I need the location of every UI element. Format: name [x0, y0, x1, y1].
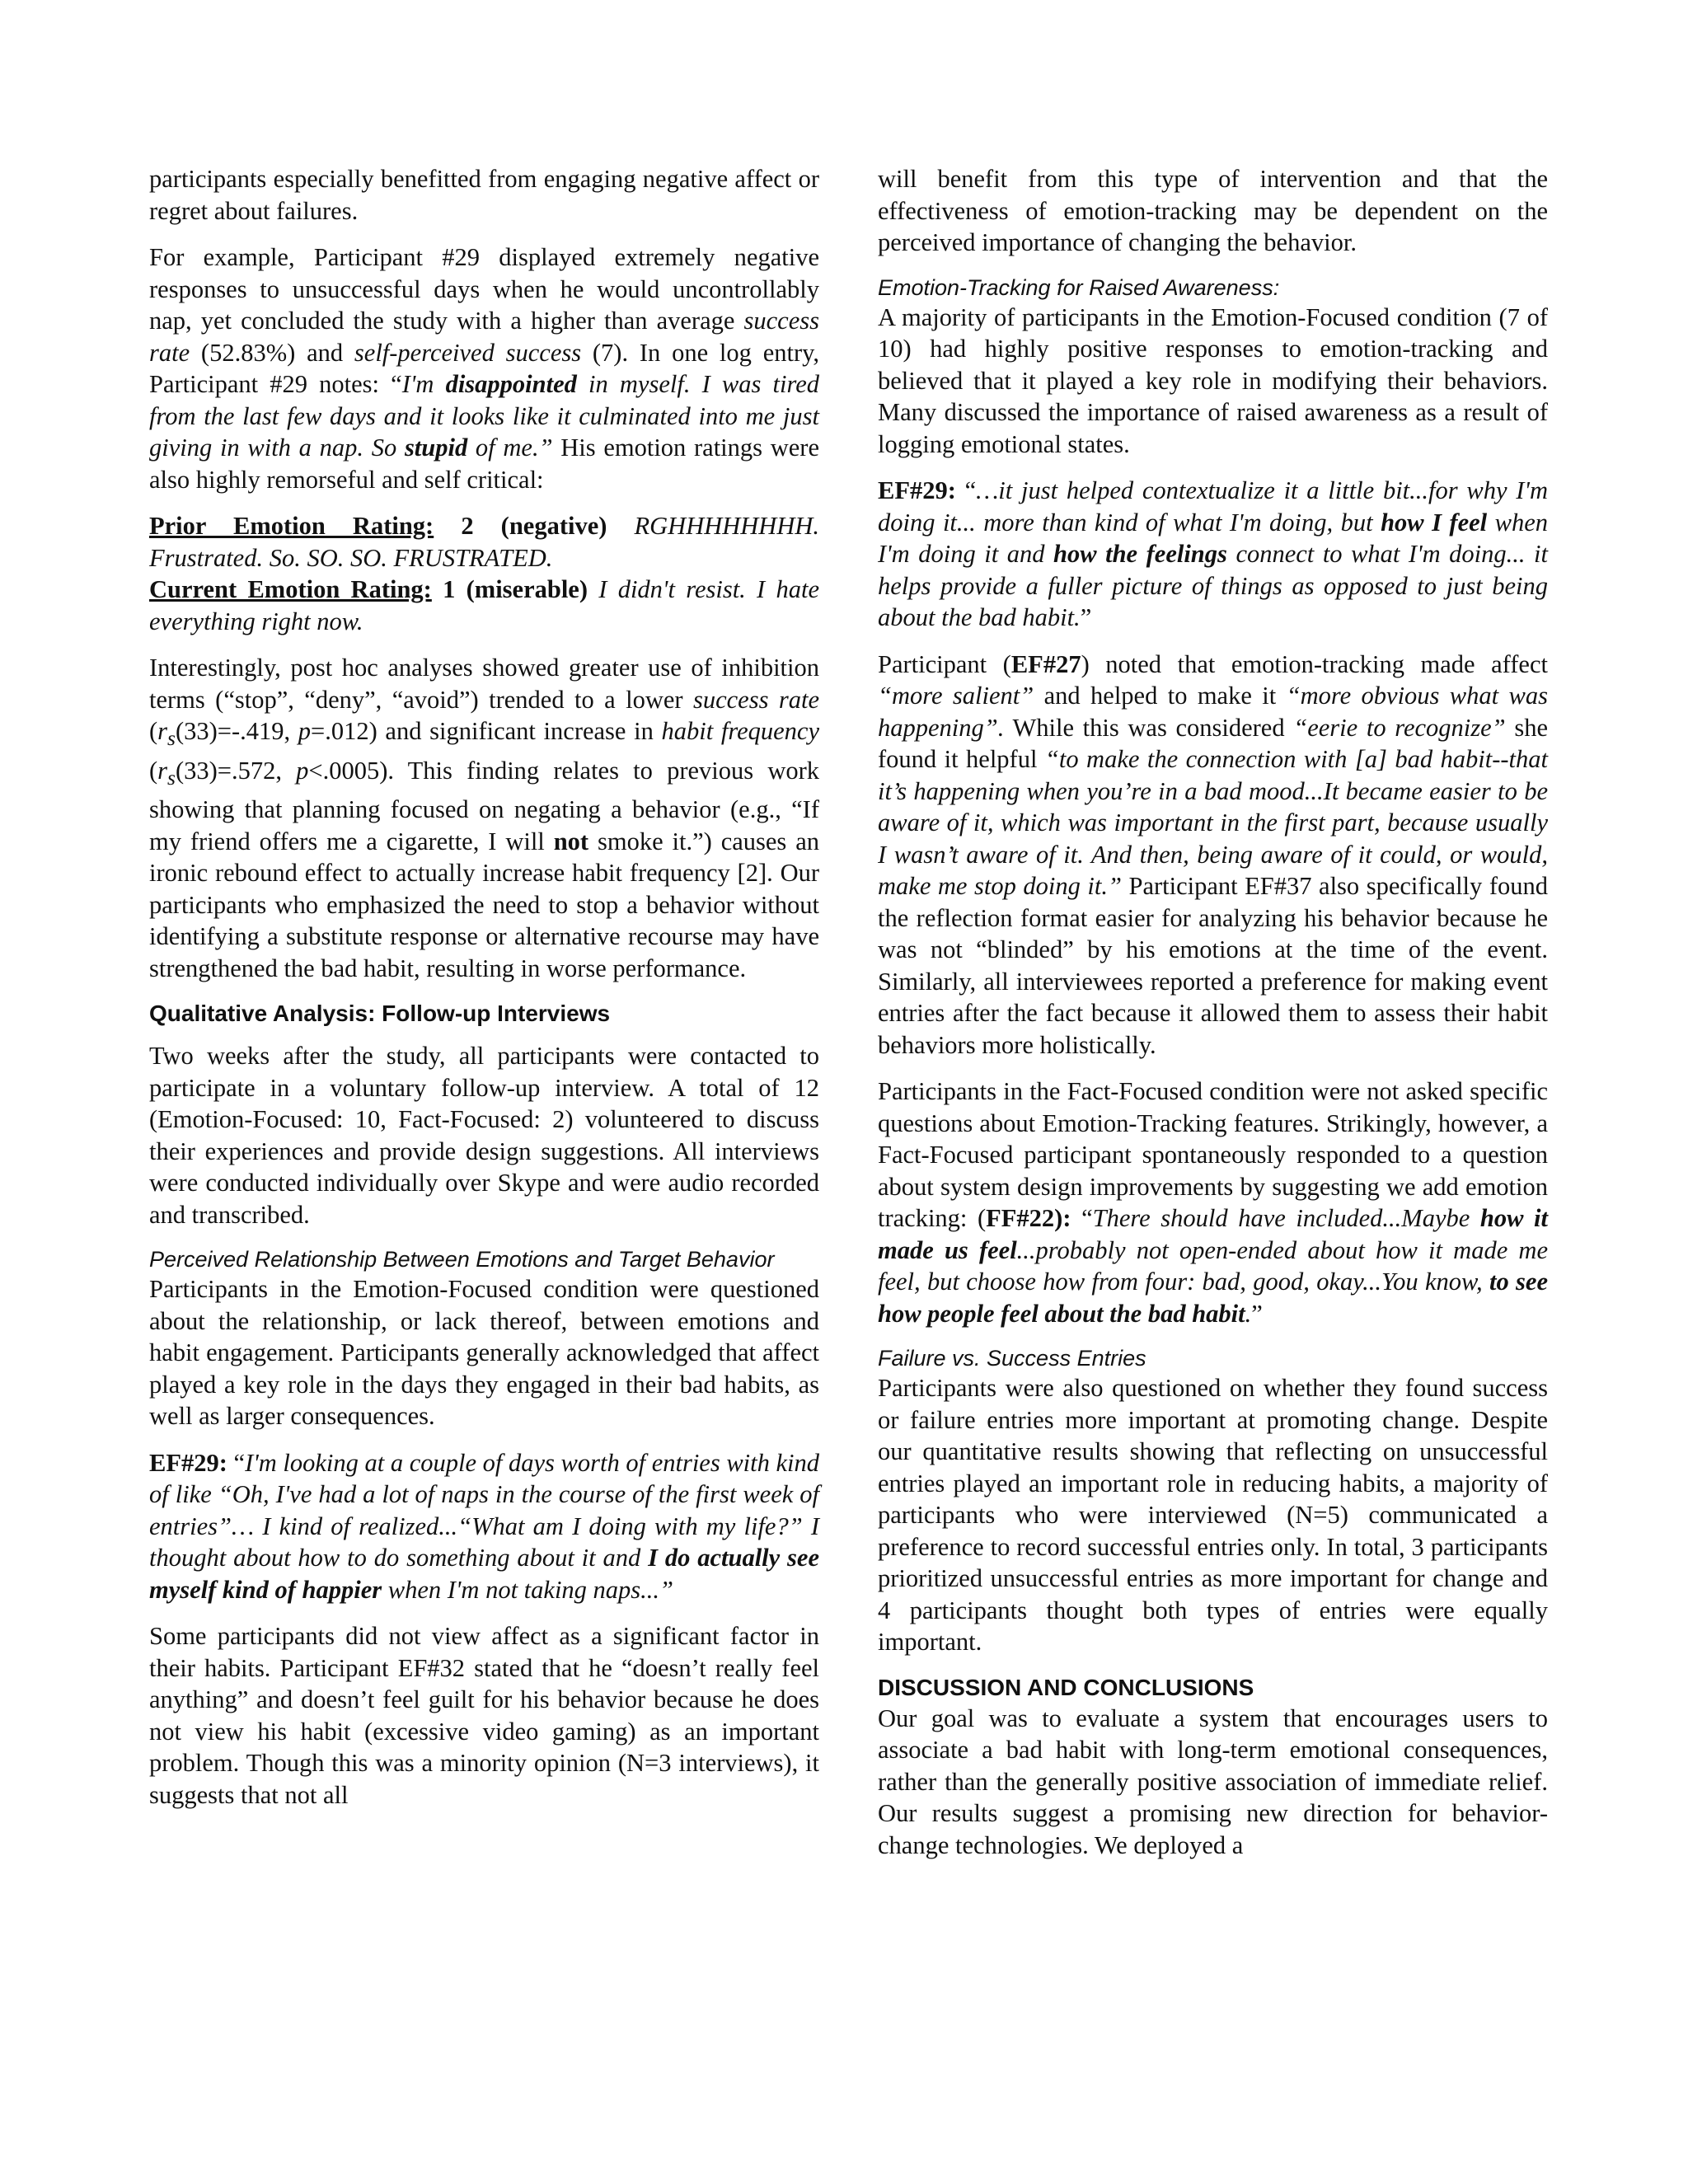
text-run: For example, Participant #29 displayed extremely negative responses to unsuccessful days when he would uncontrollably nap, yet concluded the study with a higher than average [149, 243, 819, 335]
text-run: ” [1080, 603, 1092, 631]
subsection-heading: Perceived Relationship Between Emotions and Target Behavior [149, 1247, 775, 1272]
text-run: ” [1251, 1299, 1263, 1328]
stat-subscript: s [167, 727, 176, 751]
text-run: ( [149, 717, 158, 745]
text-run: (33)=-.419, [175, 717, 298, 745]
paragraph [149, 652, 819, 984]
text-run: and helped to make it [1034, 682, 1287, 710]
quote-run: “more obvious what was happening”. [878, 682, 1548, 742]
subsection [878, 274, 1548, 461]
paragraph: Two weeks after the study, all participants were contacted to participate in a voluntary follow-up interview. A total of 12 (Emotion-Focused: 10, Fact-Focused: 2) volunteered to discuss their experiences and provide design suggestions. All interviews were conducted individually over Skype and were audio recorded and transcribed. [149, 1042, 819, 1229]
text-run: (52.83%) and [190, 338, 354, 367]
section-heading: DISCUSSION AND CONCLUSIONS [878, 1674, 1254, 1700]
stat-symbol: r [157, 717, 168, 745]
quote-run: There should have included...Maybe [1092, 1204, 1480, 1232]
quote-run: in myself. I was tired from the last few days and it looks like it culminated into me just giving in with a nap. So [149, 370, 819, 462]
subsection-heading: Emotion-Tracking for Raised Awareness: [878, 274, 1280, 300]
quote-run: . [1245, 1299, 1252, 1328]
text-run: (33)=.572, [175, 756, 297, 785]
interview-quote [149, 1447, 819, 1606]
quote-run: …it just helped contextualize it a little bit...for why I'm doing it... more than kind of what I'm doing, but [878, 476, 1548, 537]
section-heading: Qualitative Analysis: Follow-up Interviews [149, 1001, 611, 1027]
quote-run: when I'm doing it and [878, 508, 1549, 568]
paragraph: Some participants did not view affect as a significant factor in their habits. Participant EF#32 stated that he “doesn’t really feel anything” and doesn’t feel guilt for his behavior because he does not view his habit (excessive video gaming) as an important problem. Though this was a minority opinion (N=3 interviews), it suggests that not all [149, 1622, 819, 1809]
participant-label: FF#22): [986, 1204, 1071, 1232]
right-column [878, 163, 1548, 1876]
subsection [878, 1344, 1548, 1658]
emphasis-not: not [553, 827, 589, 855]
quote-run: “more salient” [878, 682, 1034, 710]
quote-emphasis: to see how people feel about the bad habit [878, 1268, 1548, 1328]
rating-label: Current Emotion Rating: [149, 575, 432, 603]
text-run: =.012) and significant increase in [311, 717, 662, 745]
paragraph: participants especially benefitted from engaging negative affect or regret about failures. [149, 165, 819, 225]
quote-emphasis: stupid [404, 434, 468, 462]
text-run: “ [955, 476, 977, 504]
text-run: <.0005). This finding relates to previous work showing that planning focused on negating a behavior (e.g., “If my friend offers me a cigarette, I will [149, 756, 819, 855]
quote-emphasis: disappointed [445, 370, 577, 398]
stat-symbol: r [157, 756, 168, 785]
participant-label: EF#29: [149, 1448, 227, 1477]
text-run: His emotion ratings were also highly remorseful and self critical: [149, 434, 819, 494]
emotion-ratings [149, 510, 819, 637]
text-run: she found it helpful [878, 713, 1548, 773]
paragraph: A majority of participants in the Emotion-Focused condition (7 of 10) had highly positive responses to emotion-tracking and believed that it played a key role in modifying their behaviors. Many discussed the importance of raised awareness as a result of logging emotional states. [878, 302, 1548, 458]
stat-subscript: s [167, 766, 176, 790]
quote-emphasis: how it made us feel [878, 1204, 1548, 1264]
current-rating [149, 574, 819, 637]
quote-emphasis: how the feelings [1053, 540, 1227, 568]
text-run: Participants in the Fact-Focused condition were not asked specific questions about Emotion-Tracking features. Strikingly, however, a Fact-Focused participant spontaneously responded to a question about system design improvements by suggesting we add emotion tracking: ( [878, 1077, 1548, 1232]
quote-run: “eerie to recognize” [1293, 713, 1506, 742]
prior-rating [149, 510, 819, 574]
paragraph: Our goal was to evaluate a system that encourages users to associate a bad habit with long-term emotional consequences, rather than the generally positive association of immediate relief. Our results suggest a promising new direction for behavior-change technologies. We deployed a [878, 1704, 1548, 1859]
paragraph: Participants in the Emotion-Focused condition were questioned about the relationship, or lack thereof, between emotions and habit engagement. Participants generally acknowledged that affect played a key role in the days they engaged in their bad habits, as well as larger consequences. [149, 1275, 819, 1431]
quote-run: I'm [401, 370, 446, 398]
quote-run: connect to what I'm doing... it helps provide a fuller picture of things as opposed to just being about the bad habit. [878, 540, 1548, 631]
paragraph [878, 1076, 1548, 1329]
rating-text: RGHHHHHHHH. Frustrated. So. SO. SO. FRUSTRATED. [149, 512, 820, 572]
rating-label: Prior Emotion Rating: [149, 512, 434, 540]
text-run: Participant EF#37 also specifically found the reflection format easier for analyzing his behavior because he was not “blinded” by his emotions at the time of the event. Similarly, all interviewees reported a preference for making event entries after the fact because it allowed them to assess their habit behaviors more holistically. [878, 872, 1548, 1059]
text-run: ( [149, 756, 158, 785]
rating-text: I didn't resist. I hate everything right now. [149, 575, 819, 635]
paragraph: Participants were also questioned on whether they found success or failure entries more important at promoting change. Despite our quantitative results showing that reflecting on unsuccessful entries played an important role in reducing habits, a majority of participants who were interviewed (N=5) communicated a preference to record successful entries only. In total, 3 participants prioritized unsuccessful entries as more important for change and 4 participants thought both types of entries were equally important. [878, 1374, 1548, 1656]
quote-emphasis: I do actually see myself kind of happier [149, 1544, 819, 1604]
participant-label: EF#29: [878, 476, 956, 504]
left-column [149, 163, 819, 1825]
term-habit-frequency: habit frequency [661, 717, 820, 745]
interview-quote [878, 475, 1548, 634]
text-run: “ [227, 1448, 246, 1477]
quote-run: “to make the connection with [a] bad habit--that it’s happening when you’re in a bad mood...It became easier to be aware of it, which was important in the first part, because usually I wasn’t aware of it. And then, being aware of it could, or would, make me stop doing it.” [878, 745, 1548, 900]
subsection [149, 1245, 819, 1432]
quote-run: ...probably not open-ended about how it made me feel, but choose how from four: bad, good, okay...You know, [878, 1235, 1548, 1296]
rating-value: 2 (negative) [434, 512, 635, 540]
quote-run: of me.” [467, 434, 553, 462]
text-run: ) noted that emotion-tracking made affect [1081, 649, 1548, 678]
text-run: smoke it.”) causes an ironic rebound effect to actually increase habit frequency [2]. Our participants who emphasized the need to stop a behavior without identifying a substitute response or alternative recourse may have strengthened the bad habit, resulting in worse performance. [149, 827, 819, 982]
stat-symbol: p [296, 756, 309, 785]
rating-value: 1 (miserable) [431, 575, 599, 603]
term-success-rate: success rate [692, 685, 819, 714]
paragraph: will benefit from this type of intervention and that the effectiveness of emotion-tracking may be dependent on the perceived importance of changing the behavior. [878, 165, 1548, 256]
paragraph [878, 649, 1548, 1062]
text-run: Participant ( [878, 649, 1011, 678]
text-run: “ [1071, 1204, 1093, 1232]
term-self-perceived-success: self-perceived success [354, 338, 582, 367]
paragraph [149, 241, 819, 495]
text-run: (7). In one log entry, Participant #29 notes: “ [149, 338, 820, 398]
subsection-heading: Failure vs. Success Entries [878, 1346, 1146, 1371]
text-run: Interestingly, post hoc analyses showed greater use of inhibition terms (“stop”, “deny”, “avoid”) trended to a lower [149, 654, 819, 714]
text-run: While this was considered [1004, 713, 1294, 742]
stat-symbol: p [298, 717, 312, 745]
participant-label: EF#27 [1010, 649, 1081, 678]
quote-emphasis: how I feel [1381, 508, 1488, 537]
quote-run: when I'm not taking naps...” [382, 1575, 674, 1604]
quote-run: I'm looking at a couple of days worth of entries with kind of like “Oh, I've had a lot of naps in the course of the first week of entries”… I kind of realized...“What am I doing with my life?” I thought about how to do something about it and [149, 1448, 820, 1572]
term-success-rate: success rate [149, 307, 819, 367]
